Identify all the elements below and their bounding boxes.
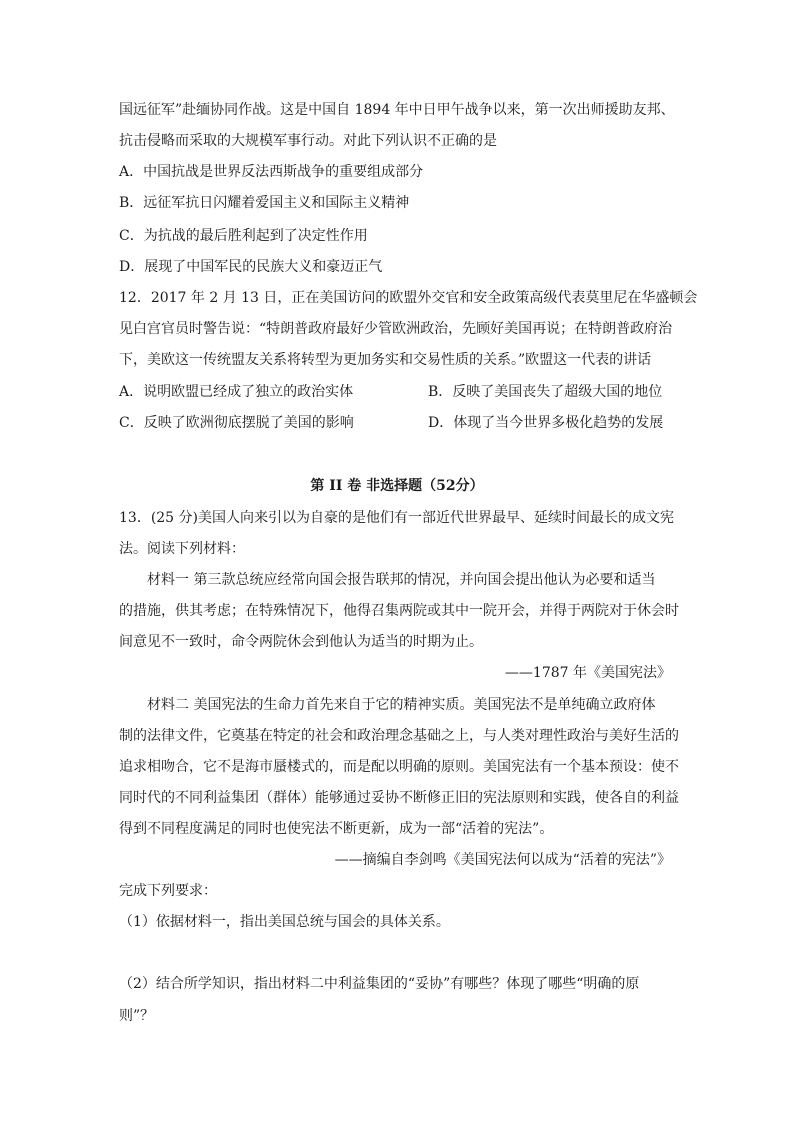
material-1-line-1: 材料一 第三款总统应经常向国会报告联邦的情况，并向国会提出他认为必要和适当 [147,572,656,588]
q12-text-line-2: 见白宫官员时警告说：“特朗普政府最好少管欧洲政治，先顾好美国再说；在特朗普政府治 [119,321,673,337]
material-1-line-2: 的措施，供其考虑；在特殊情况下，他得召集两院或其中一院开会，并得于两院对于休会时 [119,603,679,619]
q11-option-d: D．展现了中国军民的民族大义和豪迈正气 [119,259,383,275]
sub-question-2-line-2: 则”？ [119,1008,155,1024]
q12-option-a: A．说明欧盟已经成了独立的政治实体 [119,384,354,400]
q11-option-c: C．为抗战的最后胜利起到了决定性作用 [119,228,368,244]
q13-text-line-1: 13．(25 分)美国人向来引以为自豪的是他们有一部近代世界最早、延续时间最长的成文宪 [119,510,675,526]
sub-question-1: （1）依据材料一，指出美国总统与国会的具体关系。 [119,914,450,930]
q12-option-b: B．反映了美国丧失了超级大国的地位 [428,384,663,400]
material-2-line-2: 制的法律文件，它奠基在特定的社会和政治理念基础之上，与人类对理性政治与美好生活的 [119,728,679,744]
material-2-line-5: 得到不同程度满足的同时也使宪法不断更新，成为一部“活着的宪法”。 [119,821,554,837]
q11-text-line-1: 国远征军”赴缅协同作战。这是中国自 1894 年中日甲午战争以来，第一次出师援助友邦、 [119,102,675,118]
q11-text-line-2: 抗击侵略而采取的大规模军事行动。对此下列认识不正确的是 [119,133,497,149]
q11-option-a: A．中国抗战是世界反法西斯战争的重要组成部分 [119,164,424,180]
section-title: 第 II 卷 非选择题（52分） [310,478,484,494]
sub-question-2-line-1: （2）结合所学知识，指出材料二中利益集团的“妥协”有哪些？体现了哪些“明确的原 [119,976,640,992]
material-1-source: ——1787 年《美国宪法》 [504,665,671,681]
q12-option-c: C．反映了欧洲彻底摆脱了美国的影响 [119,415,354,431]
material-2-source: ——摘编自李剑鸣《美国宪法何以成为“活着的宪法”》 [334,852,671,868]
requirements-heading: 完成下列要求： [119,883,217,899]
q12-text-line-3: 下，美欧这一传统盟友关系将转型为更加务实和交易性质的关系。”欧盟这一代表的讲话 [119,352,652,368]
material-2-line-4: 同时代的不同利益集团（群体）能够通过妥协不断修正旧的宪法原则和实践，使各自的利益 [119,790,679,806]
q11-option-b: B．远征军抗日闪耀着爱国主义和国际主义精神 [119,195,410,211]
material-2-line-1: 材料二 美国宪法的生命力首先来自于它的精神实质。美国宪法不是单纯确立政府体 [147,697,656,713]
material-1-line-3: 间意见不一致时，命令两院休会到他认为适当的时期为止。 [119,634,483,650]
q13-text-line-2: 法。阅读下列材料： [119,541,245,557]
material-2-line-3: 追求相吻合，它不是海市蜃楼式的，而是配以明确的原则。美国宪法有一个基本预设：使不 [119,759,679,775]
q12-option-d: D．体现了当今世界多极化趋势的发展 [428,415,664,431]
q12-text-line-1: 12．2017 年 2 月 13 日，正在美国访问的欧盟外交官和安全政策高级代表莫里尼在华盛顿会 [119,290,698,306]
